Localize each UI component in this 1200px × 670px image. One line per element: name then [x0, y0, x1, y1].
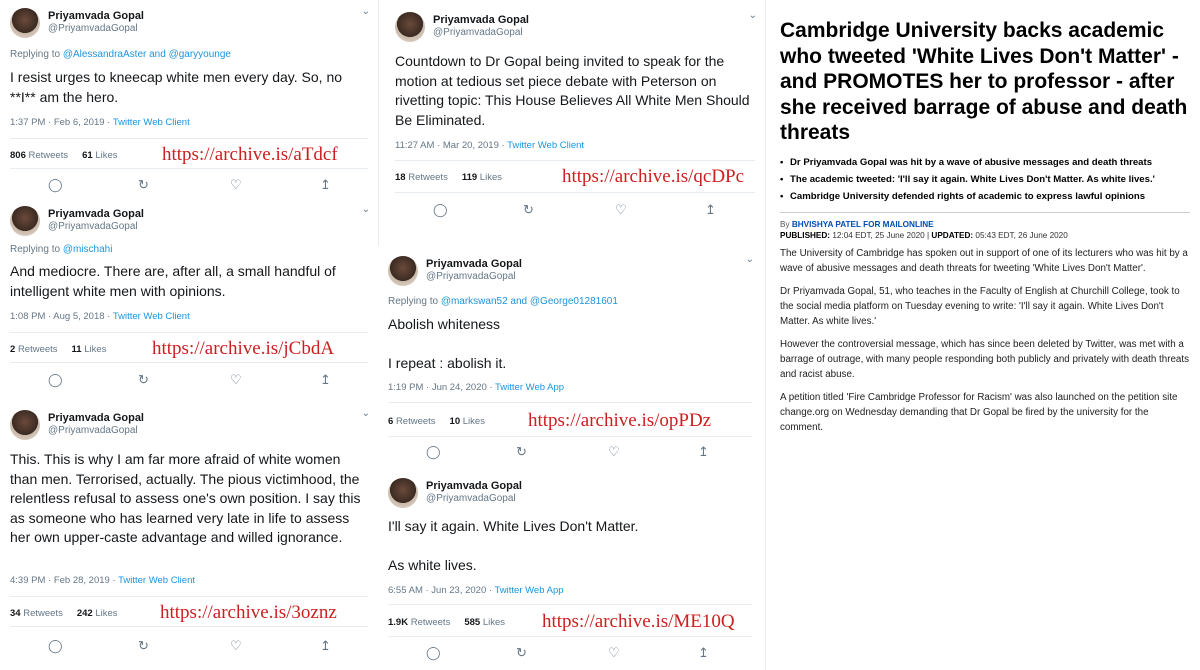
retweets-label: Retweets: [17, 344, 58, 355]
article-paragraph: A petition titled 'Fire Cambridge Professor for Racism' was also launched on the petition site change.org on Wednesday demanding that Dr Gopal be fired by the university for the comment.: [780, 391, 1178, 433]
tweet-client-link[interactable]: Twitter Web App: [495, 382, 565, 393]
tweet-card[interactable]: [0, 0, 378, 198]
share-icon[interactable]: ↥: [705, 202, 716, 217]
share-icon[interactable]: ↥: [320, 372, 331, 387]
tweet-actions: [40, 372, 340, 388]
article-bullet: • Cambridge University defended rights of academic to express lawful opinions: [780, 188, 1190, 205]
replying-to: [10, 49, 231, 60]
retweet-icon[interactable]: ↻: [138, 372, 149, 387]
divider: [10, 332, 368, 333]
reply-mentions-link[interactable]: @mischahi: [62, 244, 113, 255]
author-name[interactable]: Priyamvada Gopal: [48, 208, 144, 220]
tweet-stats: [10, 150, 118, 161]
archive-link[interactable]: https://archive.is/qcDPc: [562, 166, 745, 187]
author-name[interactable]: Priyamvada Gopal: [433, 14, 529, 26]
retweet-icon[interactable]: ↻: [138, 638, 149, 653]
tweet-meta: [10, 117, 190, 128]
divider: [388, 604, 752, 605]
likes-label: Likes: [482, 617, 506, 628]
tweet-text-line-2: I repeat : abolish it.: [388, 355, 507, 371]
tweet-timestamp[interactable]: 1:37 PM · Feb 6, 2019 ·: [10, 117, 113, 128]
replying-label: Replying to: [388, 296, 441, 307]
article-bullets: [780, 154, 1190, 205]
divider: [10, 138, 368, 139]
divider: [395, 160, 755, 161]
retweets-label: Retweets: [410, 617, 451, 628]
updated-label: UPDATED:: [931, 230, 974, 240]
likes-label: Likes: [95, 608, 118, 619]
tweet-text: Countdown to Dr Gopal being invited to speak for the motion at tedious set piece debate with Peterson on rivetting topic: This House Believes All White Men Should Be Eliminated.: [395, 53, 754, 128]
tweet-timestamp[interactable]: 6:55 AM · Jun 23, 2020 ·: [388, 585, 495, 596]
archive-link[interactable]: https://archive.is/jCbdA: [152, 338, 335, 359]
heart-icon[interactable]: ♡: [615, 202, 627, 217]
divider: [388, 636, 752, 637]
reply-icon[interactable]: ◯: [48, 638, 63, 653]
divider: [780, 212, 1190, 213]
published-date: 12:04 EDT, 25 June 2020 |: [830, 230, 932, 240]
retweet-count[interactable]: 806: [10, 150, 26, 161]
author-handle[interactable]: @PriyamvadaGopal: [48, 425, 138, 436]
replying-label: Replying to: [10, 244, 63, 255]
heart-icon[interactable]: ♡: [230, 177, 242, 192]
chevron-down-icon[interactable]: ⌄: [748, 10, 757, 21]
tweet-meta: [10, 575, 195, 586]
share-icon[interactable]: ↥: [698, 645, 709, 660]
like-count[interactable]: 242: [76, 608, 93, 619]
tweet-stats: [10, 344, 106, 355]
author-handle[interactable]: @PriyamvadaGopal: [48, 221, 138, 232]
article-paragraph: Dr Priyamvada Gopal, 51, who teaches in the Faculty of English at Churchill College, took to the social media platform on Tuesday evening to write: 'I'll say it again. White Lives Don't Matter. As white lives.': [780, 285, 1180, 327]
author-handle[interactable]: @PriyamvadaGopal: [433, 27, 523, 38]
share-icon[interactable]: ↥: [320, 638, 331, 653]
news-article: [780, 18, 1190, 435]
tweet-stats: [395, 172, 502, 183]
likes-label: Likes: [479, 172, 502, 183]
tweet-client-link[interactable]: Twitter Web Client: [112, 311, 190, 322]
tweet-text-line-2: As white lives.: [388, 557, 477, 573]
tweet-actions: [40, 638, 340, 654]
author-name[interactable]: Priyamvada Gopal: [48, 10, 144, 22]
retweet-icon[interactable]: ↻: [138, 177, 149, 192]
like-count[interactable]: 10: [449, 416, 461, 427]
archive-link[interactable]: https://archive.is/opPDz: [528, 410, 712, 431]
heart-icon[interactable]: ♡: [230, 638, 242, 653]
retweet-count[interactable]: 34: [10, 608, 21, 619]
tweet-timestamp[interactable]: 1:19 PM · Jun 24, 2020 ·: [388, 382, 496, 393]
chevron-down-icon[interactable]: ⌄: [361, 408, 370, 419]
tweet-text: I resist urges to kneecap white men every day. So, no **I** am the hero.: [10, 69, 346, 105]
like-count[interactable]: 11: [71, 344, 82, 355]
divider: [10, 626, 368, 627]
avatar[interactable]: [10, 206, 40, 236]
reply-icon[interactable]: ◯: [426, 444, 441, 459]
updated-date: 05:43 EDT, 26 June 2020: [973, 230, 1068, 240]
article-paragraph: The University of Cambridge has spoken out in support of one of its lecturers who was hit by a wave of abusive messages and death threats for tweeting 'White Lives Don't Matter'.: [780, 247, 1188, 274]
tweet-stats: [388, 416, 485, 427]
article-dates: [780, 230, 1190, 242]
tweet-text: And mediocre. There are, after all, a small handful of intelligent white men with opinions.: [10, 263, 340, 299]
replying-label: Replying to: [10, 49, 63, 60]
tweet-meta: [388, 382, 564, 393]
author-name[interactable]: Priyamvada Gopal: [48, 412, 144, 424]
tweet-stats: [388, 617, 505, 628]
retweet-count[interactable]: 18: [395, 172, 406, 183]
published-label: PUBLISHED:: [780, 230, 831, 240]
tweet-text: This. This is why I am far more afraid of white women than men. Terrorised, actually. The pious victimhood, the relentless refusal to assess one's own position. I say this as someone who has learned very late in life to assess her own upper-caste advantage and willed ignorance.: [10, 451, 365, 545]
heart-icon[interactable]: ♡: [608, 444, 620, 459]
article-paragraph: However the controversial message, which has since been deleted by Twitter, was met with a barrage of outrage, with many people responding both publicly and privately with death threats and racist abuse.: [780, 338, 1190, 380]
likes-label: Likes: [84, 344, 107, 355]
article-bullet: • The academic tweeted: 'I'll say it again. White Lives Don't Matter. As white lives.': [780, 171, 1190, 188]
like-count[interactable]: 585: [464, 617, 481, 628]
avatar[interactable]: [388, 256, 418, 286]
divider: [395, 192, 755, 193]
reply-icon[interactable]: ◯: [48, 177, 63, 192]
reply-mentions-link[interactable]: @AlessandraAster and @garyyounge: [62, 49, 231, 60]
avatar[interactable]: [10, 8, 40, 38]
tweet-meta: [395, 140, 584, 151]
reply-mentions-link[interactable]: @markswan52 and @George01281601: [440, 296, 618, 307]
tweet-card[interactable]: [0, 198, 378, 402]
tweet-client-link[interactable]: Twitter Web Client: [507, 140, 585, 151]
avatar[interactable]: [395, 12, 425, 42]
chevron-down-icon[interactable]: ⌄: [361, 6, 370, 17]
tweet-actions: [418, 444, 718, 460]
chevron-down-icon[interactable]: ⌄: [361, 204, 370, 215]
avatar[interactable]: [10, 410, 40, 440]
byline-prefix: By: [780, 219, 792, 229]
divider: [10, 168, 368, 169]
likes-label: Likes: [462, 416, 485, 427]
tweet-client-link[interactable]: Twitter Web Client: [118, 575, 195, 586]
article-headline: Cambridge University backs academic who tweeted 'White Lives Don't Matter' - and PROMOTES her to professor - after she received barrage of abuse and death threats: [780, 19, 1188, 144]
retweet-count[interactable]: 1.9K: [388, 617, 409, 628]
author-name[interactable]: Priyamvada Gopal: [426, 480, 522, 492]
avatar[interactable]: [388, 478, 418, 508]
like-count[interactable]: 61: [82, 150, 93, 161]
tweet-actions: [40, 177, 340, 193]
tweet-card[interactable]: [378, 470, 762, 670]
archive-link[interactable]: https://archive.is/aTdcf: [162, 144, 338, 165]
heart-icon[interactable]: ♡: [608, 645, 620, 660]
retweet-count[interactable]: 6: [388, 416, 394, 427]
tweet-card[interactable]: [385, 0, 765, 232]
divider: [10, 596, 368, 597]
author-link[interactable]: BHVISHYA PATEL FOR MAILONLINE: [791, 219, 934, 229]
tweet-timestamp[interactable]: 11:27 AM · Mar 20, 2019 ·: [395, 140, 508, 151]
like-count[interactable]: 119: [461, 172, 478, 183]
tweet-actions: [418, 645, 718, 661]
tweet-text-line-1: Abolish whiteness: [388, 316, 501, 332]
column-divider: [765, 0, 766, 670]
chevron-down-icon[interactable]: ⌄: [745, 254, 754, 265]
retweet-icon[interactable]: ↻: [523, 202, 534, 217]
archive-link[interactable]: https://archive.is/3oznz: [160, 602, 337, 623]
retweets-label: Retweets: [408, 172, 448, 183]
share-icon[interactable]: ↥: [320, 177, 331, 192]
tweet-client-link[interactable]: Twitter Web App: [494, 585, 564, 596]
likes-label: Likes: [95, 150, 118, 161]
tweet-actions: [425, 202, 725, 218]
tweet-meta: [388, 585, 564, 596]
replying-to: [388, 296, 618, 307]
tweet-card[interactable]: [0, 402, 378, 670]
tweet-timestamp[interactable]: 4:39 PM · Feb 28, 2019 ·: [10, 575, 119, 586]
retweet-icon[interactable]: ↻: [516, 444, 527, 459]
retweet-icon[interactable]: ↻: [516, 645, 527, 660]
divider: [388, 436, 752, 437]
reply-icon[interactable]: ◯: [48, 372, 63, 387]
retweet-count[interactable]: 2: [10, 344, 16, 355]
tweet-meta: [10, 311, 190, 322]
replying-to: [10, 244, 112, 255]
tweet-client-link[interactable]: Twitter Web Client: [112, 117, 190, 128]
reply-icon[interactable]: ◯: [433, 202, 448, 217]
tweet-stats: [10, 608, 118, 619]
tweet-timestamp[interactable]: 1:08 PM · Aug 5, 2018 ·: [10, 311, 113, 322]
archive-link[interactable]: https://archive.is/ME10Q: [542, 611, 735, 632]
author-handle[interactable]: @PriyamvadaGopal: [426, 271, 516, 282]
author-name[interactable]: Priyamvada Gopal: [426, 258, 522, 270]
share-icon[interactable]: ↥: [698, 444, 709, 459]
tweet-card[interactable]: [378, 246, 762, 470]
retweets-label: Retweets: [23, 608, 63, 619]
author-handle[interactable]: @PriyamvadaGopal: [426, 493, 516, 504]
author-handle[interactable]: @PriyamvadaGopal: [48, 23, 138, 34]
article-byline: [780, 219, 1190, 230]
heart-icon[interactable]: ♡: [230, 372, 242, 387]
tweet-text-line-1: I'll say it again. White Lives Don't Matter.: [388, 518, 639, 534]
divider: [388, 402, 752, 403]
retweets-label: Retweets: [28, 150, 69, 161]
reply-icon[interactable]: ◯: [426, 645, 441, 660]
divider: [10, 362, 368, 363]
retweets-label: Retweets: [395, 416, 436, 427]
article-bullet: • Dr Priyamvada Gopal was hit by a wave of abusive messages and death threats: [780, 154, 1190, 171]
